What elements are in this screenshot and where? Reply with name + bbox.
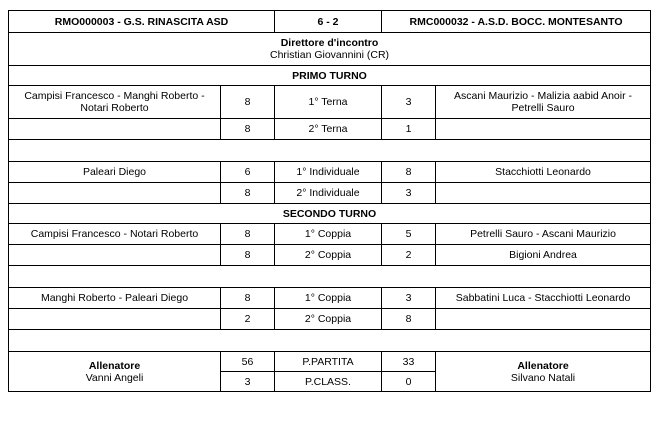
spacer-cell: [9, 266, 651, 288]
match-type: 2° Coppia: [275, 245, 382, 266]
away-players: [436, 183, 651, 204]
away-players: Petrelli Sauro - Ascani Maurizio: [436, 224, 651, 245]
away-score: 2: [382, 245, 436, 266]
away-coach-cell: [436, 352, 651, 392]
section-row-first: [9, 66, 651, 86]
away-players: Bigioni Andrea: [436, 245, 651, 266]
away-coach-name: Silvano Natali: [510, 371, 576, 384]
section-title-second-round: SECONDO TURNO: [9, 204, 651, 224]
home-players: Campisi Francesco - Manghi Roberto - Notari Roberto: [9, 86, 221, 119]
match-row: [9, 86, 651, 119]
home-team-code: RMO000003 - G.S. RINASCITA ASD: [9, 11, 275, 33]
partita-home-points: 56: [221, 352, 275, 372]
header-row: [9, 11, 651, 33]
match-report-table: [8, 10, 651, 392]
away-players: [436, 309, 651, 330]
home-score: 2: [221, 309, 275, 330]
director-row: [9, 33, 651, 66]
match-row: [9, 309, 651, 330]
home-score: 8: [221, 86, 275, 119]
away-score: 8: [382, 162, 436, 183]
away-score: 3: [382, 288, 436, 309]
away-team-code: RMC000032 - A.S.D. BOCC. MONTESANTO: [382, 11, 651, 33]
home-score: 6: [221, 162, 275, 183]
match-type: 2° Terna: [275, 119, 382, 140]
home-score: 8: [221, 288, 275, 309]
home-score: 8: [221, 119, 275, 140]
home-players: Paleari Diego: [9, 162, 221, 183]
home-score: 8: [221, 224, 275, 245]
spacer-row: [9, 330, 651, 352]
match-type: 1° Terna: [275, 86, 382, 119]
partita-label: P.PARTITA: [275, 352, 382, 372]
away-coach-label: Allenatore: [517, 359, 569, 372]
section-row-second: [9, 204, 651, 224]
match-row: [9, 183, 651, 204]
match-row: [9, 162, 651, 183]
home-coach-label: Allenatore: [88, 359, 141, 372]
class-away-points: 0: [382, 372, 436, 392]
class-label: P.CLASS.: [275, 372, 382, 392]
match-type: 2° Individuale: [275, 183, 382, 204]
match-row: [9, 245, 651, 266]
home-players: [9, 245, 221, 266]
director-name: Christian Giovannini (CR): [269, 49, 390, 61]
match-row: [9, 119, 651, 140]
final-score: 6 - 2: [275, 11, 382, 33]
home-players: Campisi Francesco - Notari Roberto: [9, 224, 221, 245]
match-type: 1° Coppia: [275, 288, 382, 309]
match-report-sheet: [8, 10, 651, 392]
spacer-row: [9, 266, 651, 288]
spacer-cell: [9, 330, 651, 352]
away-score: 3: [382, 86, 436, 119]
spacer-row: [9, 140, 651, 162]
away-players: Ascani Maurizio - Malizia aabid Anoir - Petrelli Sauro: [436, 86, 651, 119]
section-title-first-round: PRIMO TURNO: [9, 66, 651, 86]
home-players: [9, 183, 221, 204]
match-type: 1° Coppia: [275, 224, 382, 245]
away-players: [436, 119, 651, 140]
away-players: Sabbatini Luca - Stacchiotti Leonardo: [436, 288, 651, 309]
director-label: Direttore d'incontro: [280, 37, 379, 49]
class-home-points: 3: [221, 372, 275, 392]
away-score: 5: [382, 224, 436, 245]
home-players: [9, 119, 221, 140]
director-cell: [9, 33, 651, 66]
match-type: 1° Individuale: [275, 162, 382, 183]
match-row: [9, 224, 651, 245]
match-type: 2° Coppia: [275, 309, 382, 330]
home-coach-cell: [9, 352, 221, 392]
home-players: Manghi Roberto - Paleari Diego: [9, 288, 221, 309]
away-score: 8: [382, 309, 436, 330]
away-score: 3: [382, 183, 436, 204]
partita-away-points: 33: [382, 352, 436, 372]
home-coach-name: Vanni Angeli: [85, 371, 144, 384]
home-score: 8: [221, 183, 275, 204]
away-players: Stacchiotti Leonardo: [436, 162, 651, 183]
away-score: 1: [382, 119, 436, 140]
match-row: [9, 288, 651, 309]
spacer-cell: [9, 140, 651, 162]
home-players: [9, 309, 221, 330]
footer-row-partita: [9, 352, 651, 372]
home-score: 8: [221, 245, 275, 266]
